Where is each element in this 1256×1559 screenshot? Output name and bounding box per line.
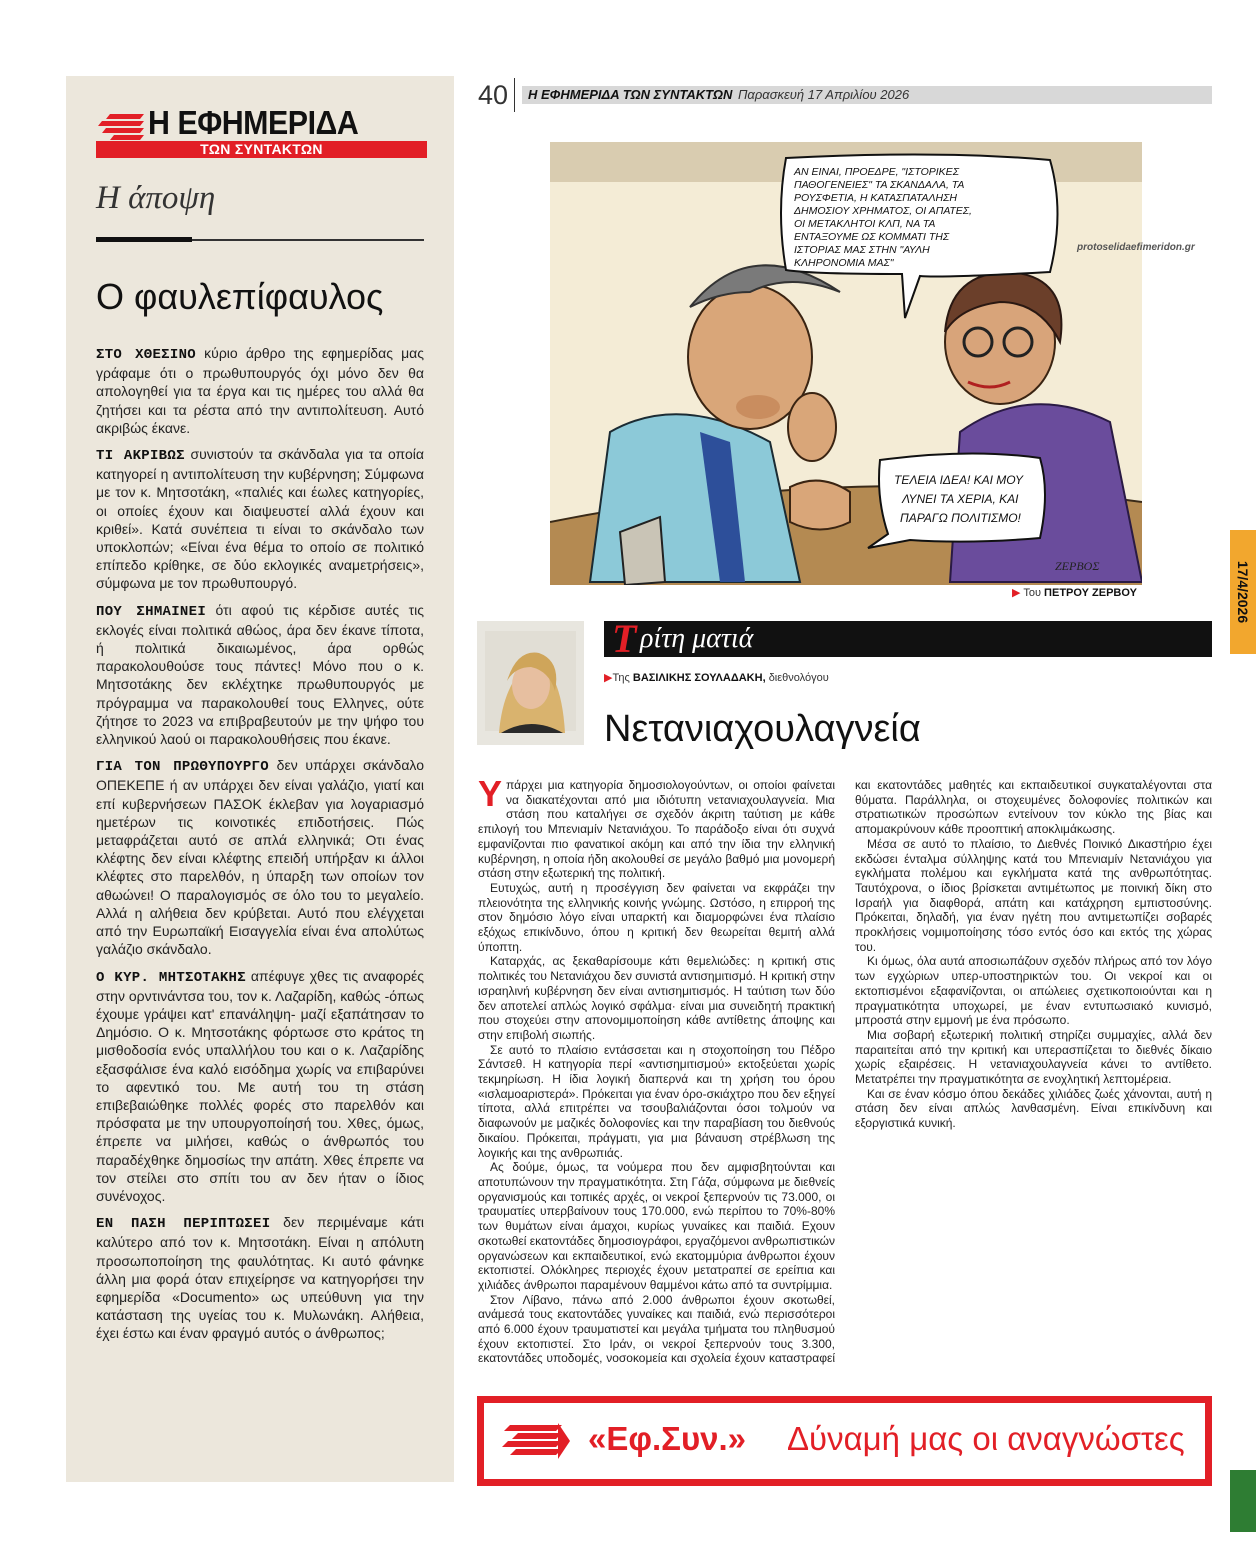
article-paragraph: Ευτυχώς, αυτή η προσέγγιση δεν φαίνεται να εκφράζει την πλειονότητα της ελληνικής κοινής γνώμης. Ωστόσο, η επιρροή της στον δημόσιο λόγο είναι υπαρκτή και διαμορφώνει ένα πλαίσιο εξόχως επικίνδυνο, όπου η κριτική δεν θεωρείται θεμιτή αλλά ύποπτη.	[478, 880, 835, 954]
article-paragraph: Σε αυτό το πλαίσιο εντάσσεται και η στοχοποίηση του Πέδρο Σάντσεθ. Η κατηγορία περί «αντισημιτισμού» εκτοξεύεται χωρίς τεκμηρίωση. Η ίδια λογική διαπερνά και τη χρήση του όρου «ισλαμοαριστερά». Πρόκειται για έναν όρο-σκιάχτρο που δεν εξηγεί τίποτα, αλλά επιτρέπει να τσουβαλιάζονται όσοι τολμούν να διαφωνούν με μαζικές δολοφονίες και την παραβίαση του διεθνούς δικαίου. Πρόκειται, πράγματι, για μια βάναυση στρέβλωση της λογικής και της ανθρωπιάς.	[478, 1042, 835, 1160]
logo-title: Η ΕΦΗΜΕΡΙΔΑ	[148, 104, 359, 141]
opinion-paragraph	[96, 1213, 424, 1342]
article-title: Νετανιαχουλαγνεία	[604, 708, 921, 750]
side-date-tab	[1230, 530, 1256, 654]
speech-line: ΠΑΡΑΓΩ ΠΟΛΙΤΙΣΜΟ!	[900, 511, 1021, 525]
byline-author: ΒΑΣΙΛΙΚΗΣ ΣΟΥΛΑΔΑΚΗ,	[632, 672, 766, 684]
header-divider	[514, 78, 515, 112]
speech-line: ΕΝΤΑΞΟΥΜΕ ΩΣ ΚΟΜΜΑΤΙ ΤΗΣ	[794, 231, 950, 243]
credit-prefix: Του	[1023, 587, 1041, 599]
header-paper-name: Η ΕΦΗΜΕΡΙΔΑ ΤΩΝ ΣΥΝΤΑΚΤΩΝ	[528, 87, 733, 102]
triangle-icon: ▶	[1012, 587, 1021, 599]
paragraph-lead: ΣΤΟ ΧΘΕΣΙΝΟ	[96, 347, 196, 363]
speech-text-bottom	[894, 473, 1024, 525]
paragraph-lead: ΠΟΥ ΣΗΜΑΙΝΕΙ	[96, 603, 207, 620]
paragraph-text: κύριο άρθρο της εφημερίδας μας γράφαμε ότι ο πρωθυπουργός όχι μόνο δεν θα απολογηθεί για τα έργα και τις ημέρες του αλλά θα ζητήσει και τα ρέστα από την αντιπολίτευση. Αυτό ακριβώς έκανε.	[96, 345, 425, 436]
drop-cap: Υ	[478, 773, 503, 814]
paragraph-text: δεν υπάρχει σκάνδαλο ΟΠΕΚΕΠΕ ή αν υπάρχει δεν είναι γαλάζιο, γιατί και επί κυβερνήσεων ΠΑΣΟΚ έκλεβαν για λογαριασμό ημετέρων τις κοινοτικές επιδοτήσεις. Πώς μεταφράζεται αυτό σε απλά ελληνικά; Οτι ένας κλέφτης δεν είναι κλέφτης επειδή υπήρξαν κι άλλοι κλέφτες στο παρελθόν, η ύπαρξη των οποίων τον αθωώνει! Ο παραλογισμός σε όλο του το μεγαλείο. Αλλά η αλήθεια δεν κρύβεται. Αυτό που ελέγχεται από την Ευρωπαϊκή Εισαγγελία είναι ένα απολύτως γαλάζιο σκάνδαλο.	[96, 757, 424, 958]
paragraph-text: πάρχει μια κατηγορία δημοσιολογούντων, οι οποίοι φαίνεται να διακατέχονται από μια ιδιότυπη νετανιαχουλαγνεία. Μια στάση που καταλήγει σε σχεδόν άκριτη ταύτιση με κάθε επιλογή του Μπενιαμίν Νετανιάχου. Το παράδοξο είναι ότι συχνά εμφανίζονται πιο φανατικοί ακόμη και από την ίδια την ελληνική κυβέρνηση, η οποία ήδη ακολουθεί σε μεγάλο βαθμό μια μονομερή στάση στην εξωτερική της πολιτική.	[478, 778, 835, 881]
paragraph-lead: ΕΝ ΠΑΣΗ ΠΕΡΙΠΤΩΣΕΙ	[96, 1216, 271, 1233]
cartoon-signature: ΖΕΡΒΟΣ	[1055, 559, 1100, 573]
column-header-initial: Τ	[612, 616, 637, 661]
opinion-panel	[66, 76, 454, 1482]
speech-line: ΚΛΗΡΟΝΟΜΙΑ ΜΑΣ"	[794, 257, 894, 269]
article-paragraph: Καταρχάς, ας ξεκαθαρίσουμε κάτι θεμελιώδες: η κριτική στις πολιτικές του Νετανιάχου δεν συνιστά αντισημιτισμό. Η κριτική στην ισραηλινή κυβέρνηση δεν είναι αντισημιτισμός. Η ταύτιση των δύο δεν αποτελεί απλώς λογικό σφάλμα· είναι μια συνειδητή πρακτική που στοχεύει στην απονομιμοποίηση κάθε αντίθετης άποψης και στην επιβολή σιωπής.	[478, 954, 835, 1042]
author-photo	[477, 621, 584, 745]
speech-line: ΠΑΘΟΓΕΝΕΙΕΣ" ΤΑ ΣΚΑΝΔΑΛΑ, ΤΑ	[794, 179, 965, 191]
section-divider	[96, 239, 424, 241]
speech-line: ΤΕΛΕΙΑ ΙΔΕΑ! ΚΑΙ ΜΟΥ	[894, 473, 1023, 487]
opinion-body	[96, 344, 424, 1351]
cartoon-credit	[1012, 586, 1137, 599]
cartoon	[550, 142, 1142, 585]
paragraph-lead: ΓΙΑ ΤΟΝ ΠΡΩΘΥΠΟΥΡΓΟ	[96, 759, 269, 776]
section-label: Η άποψη	[96, 180, 216, 216]
promo-banner-inner	[484, 1403, 1205, 1479]
newspaper-logo	[96, 104, 427, 158]
article-paragraph	[478, 773, 835, 881]
paragraph-text: ότι αφού τις κέρδισε αυτές τις εκλογές είναι πολιτικά αθώος, άρα δεν έκανε τίποτα, ή πολιτικά δικαιωμένος, άρα ορθώς παρακολουθούσε τους πάντες! Μόνο που ο κ. Μητσοτάκης δεν εκλέχτηκε πρωθυπουργός με πρόγραμμα να παρακολουθεί τους Ελληνες, ούτε ζήτησε το 2023 να επιβραβευτούν με την ψήφο του ελληνικού λαού οι παρακολουθήσεις που έκανε.	[96, 601, 424, 748]
banner-brand: «Εφ.Συν.»	[588, 1420, 747, 1457]
triangle-icon: ▶	[604, 672, 613, 684]
article-paragraph: Κι όμως, όλα αυτά αποσιωπάζουν σχεδόν πλήρως από τον λόγο των εγχώριων υπερ-υποστηρικτών του. Οι νεκροί και οι εκτοπισμένοι εξαφανίζονται, οι απώλειες σχετικοποιούνται και η πραγματικότητα υποχωρεί, με έναν εντυπωσιακό κυνισμό, μπροστά στην εμμονή με ένα πρόσωπο.	[855, 954, 1212, 1028]
logo-bar	[96, 141, 427, 158]
opinion-paragraph	[96, 601, 424, 749]
column-header-title: ρίτη ματιά	[640, 623, 754, 654]
speech-line: ΡΟΥΣΦΕΤΙΑ, Η ΚΑΤΑΣΠΑΤΑΛΗΣΗ	[794, 192, 957, 204]
page-number: 40	[478, 80, 509, 110]
paragraph-lead: ΤΙ ΑΚΡΙΒΩΣ	[96, 448, 185, 465]
speech-line: ΙΣΤΟΡΙΑΣ ΜΑΣ ΣΤΗΝ "ΑΥΛΗ	[794, 244, 930, 256]
pen-nib-icon	[500, 1421, 570, 1461]
logo-stripes-icon	[96, 112, 144, 140]
article-body	[478, 773, 1212, 1378]
paragraph-text: απέφυγε χθες τις αναφορές στην ορντινάντσα του, τον κ. Λαζαρίδη, καθώς -όπως έχουμε γράψει κατ' επανάληψη- μαζί εξαπάτησαν το Δημόσιο. Ο κ. Μητσοτάκης φόρτωσε στο κράτος τη μισθοδοσία ενός υπαλλήλου του και ο κ. Λαζαρίδης εξασφάλισε ένα καλό εισόδημα χωρίς να επιβαρύνει το αφεντικό του. Με αυτή του τη στάση επιβεβαιώθηκε πολλές φορές στο παρελθόν και πρόσφατα με την υπουργοποίησή του. Χθες, όμως, έπρεπε να μιλήσει, καθώς ο άνθρωπός του παραδέχθηκε δημοσίως την απάτη. Χθες έπρεπε να τον στείλει στο σπίτι του αν δεν ήταν ο ίδιος συνένοχος.	[96, 967, 424, 1204]
byline-prefix: Της	[612, 672, 630, 684]
speech-line: ΑΝ ΕΙΝΑΙ, ΠΡΟΕΔΡΕ, "ΙΣΤΟΡΙΚΕΣ	[794, 166, 959, 178]
article-paragraph: Μέσα σε αυτό το πλαίσιο, το Διεθνές Ποινικό Δικαστήριο έχει εκδώσει ένταλμα σύλληψης κατά του Μπενιαμίν Νετανιάχου για εγκλήματα πολέμου και εγκλήματα κατά της ανθρωπότητας. Ταυτόχρονα, ο ίδιος βρίσκεται αντιμέτωπος με ποινική δίκη στο Ισραήλ για διαφθορά, απάτη και κατάχρηση εμπιστοσύνης. Πρόκειται, δηλαδή, για έναν ηγέτη που αντιμετωπίζει σοβαρές προκλήσεις νομιμοποίησης τόσο εντός όσο και εκτός της χώρας του.	[855, 836, 1212, 954]
opinion-paragraph	[96, 756, 424, 958]
opinion-paragraph	[96, 445, 424, 593]
article-paragraph: Ας δούμε, όμως, τα νούμερα που δεν αμφισβητούνται και αποτυπώνουν την πραγματικότητα. Στη Γάζα, σύμφωνα με διεθνείς οργανισμούς και τοπικές αρχές, οι νεκροί ξεπερνούν τις 73.000, οι τραυματίες υπερβαίνουν τους 170.000, ενώ περίπου το 70%-80% των θυμάτων είναι άμαχοι, κυρίως γυναίκες και παιδιά. Εχουν σκοτωθεί εκατοντάδες δημοσιογράφοι, εργαζόμενοι ανθρωπιστικών οργανώσεων και εκπαιδευτικοί, ενώ εκατομμύρια άνθρωποι έχουν εκτοπιστεί. Ολόκληρες περιοχές έχουν μετατραπεί σε ερείπια και χιλιάδες άνθρωποι παραμένουν θαμμένοι κάτω από τα συντρίμμια.	[478, 1160, 835, 1292]
speech-line: ΛΥΝΕΙ ΤΑ ΧΕΡΙΑ, ΚΑΙ	[902, 492, 1019, 506]
side-date-label: 17/4/2026	[1235, 560, 1251, 624]
opinion-paragraph	[96, 967, 424, 1206]
paragraph-lead: Ο ΚΥΡ. ΜΗΤΣΟΤΑΚΗΣ	[96, 969, 246, 986]
watermark: protoselidaefimeridon.gr	[1077, 242, 1195, 253]
side-color-tab	[1230, 1470, 1256, 1532]
banner-slogan: Δύναμή μας οι αναγνώστες	[787, 1420, 1185, 1457]
header-date: Παρασκευή 17 Απριλίου 2026	[738, 87, 910, 102]
promo-banner	[477, 1396, 1212, 1486]
credit-name: ΠΕΤΡΟΥ ΖΕΡΒΟΥ	[1044, 587, 1137, 599]
logo-subtitle: ΤΩΝ ΣΥΝΤΑΚΤΩΝ	[200, 141, 323, 157]
paragraph-text: δεν περιμέναμε κάτι καλύτερο από τον κ. Μητσοτάκη. Είναι η απόλυτη προσωποποίηση της φαυλότητας. Κι αυτό φάνηκε άλλη μια φορά όταν επιχείρησε να κατηγορήσει την εφημερίδα «Documento» ως υπεύθυνη για την κατάσταση της υγείας του κ. Μυλωνάκη. Αλήθεια, έχει έστω και έναν φραγμό αυτός ο άνθρωπος;	[96, 1214, 425, 1342]
opinion-paragraph	[96, 344, 424, 437]
page-header	[522, 86, 1212, 104]
speech-line: ΔΗΜΟΣΙΟΥ ΧΡΗΜΑΤΟΣ, ΟΙ ΑΠΑΤΕΣ,	[794, 205, 972, 217]
article-paragraph: Και σε έναν κόσμο όπου δεκάδες χιλιάδες ζωές χάνονται, αυτή η στάση δεν είναι απλώς λανθασμένη. Είναι επικίνδυνη και εξοργιστικά κυνική.	[855, 1086, 1212, 1131]
byline	[604, 671, 829, 684]
opinion-title: Ο φαυλεπίφαυλος	[96, 276, 384, 317]
byline-role: διεθνολόγου	[768, 672, 829, 684]
paragraph-text: συνιστούν τα σκάνδαλα για τα οποία κατηγορεί η αντιπολίτευση την κυβέρνηση; Σύμφωνα με τον κ. Μητσοτάκη, «παλιές και έωλες κατηγορίες, οι οποίες έχουν και διαψευστεί αλλά έχουν και κριθεί». Κατά συνέπεια τι είναι το σκάνδαλο των υποκλοπών; «Είναι ένα θέμα το οποίο σε πολιτικό επίπεδο κρίθηκε, σε δύο εκλογικές αναμετρήσεις», σύμφωνα με τον πρωθυπουργό.	[96, 446, 425, 592]
column-header	[604, 616, 1212, 661]
article-paragraph: Στον Λίβανο, πάνω από 2.000 άνθρωποι έχουν σκοτωθεί, ανάμεσά τους εκατοντάδες γυναίκες και παιδιά, ενώ περισσότεροι από 6.000 έχουν τραυματιστεί και μεγάλα τμήματα του πληθυσμού έχουν εκτοπιστεί. Στο Ιράν, οι νεκροί ξεπερνούν τους 3.300, εκατοντάδες υποδομές, νοσοκομεία και σχολεία έχουν καταστραφεί και εκατοντάδες μαθητές και εκπαιδευτικοί συγκαταλέγονται στα θύματα. Παράλληλα, οι στοχευμένες δολοφονίες πολιτικών και στρατιωτικών προσώπων εντείνουν τον κύκλο της βίας και απομακρύνουν κάθε προοπτική αποκλιμάκωσης.	[478, 778, 1212, 1366]
article-paragraph: Μια σοβαρή εξωτερική πολιτική στηρίζει συμμαχίες, αλλά δεν παραιτείται από την κριτική και υπερασπίζεται το διεθνές δίκαιο χωρίς εξαιρέσεις. Η νετανιαχουλαγνεία κάνει το αντίθετο. Μετατρέπει την πραγματικότητα σε ενοχλητική λεπτομέρεια.	[855, 1027, 1212, 1087]
speech-line: ΟΙ ΜΕΤΑΚΛΗΤΟΙ ΚΛΠ, ΝΑ ΤΑ	[794, 218, 936, 230]
